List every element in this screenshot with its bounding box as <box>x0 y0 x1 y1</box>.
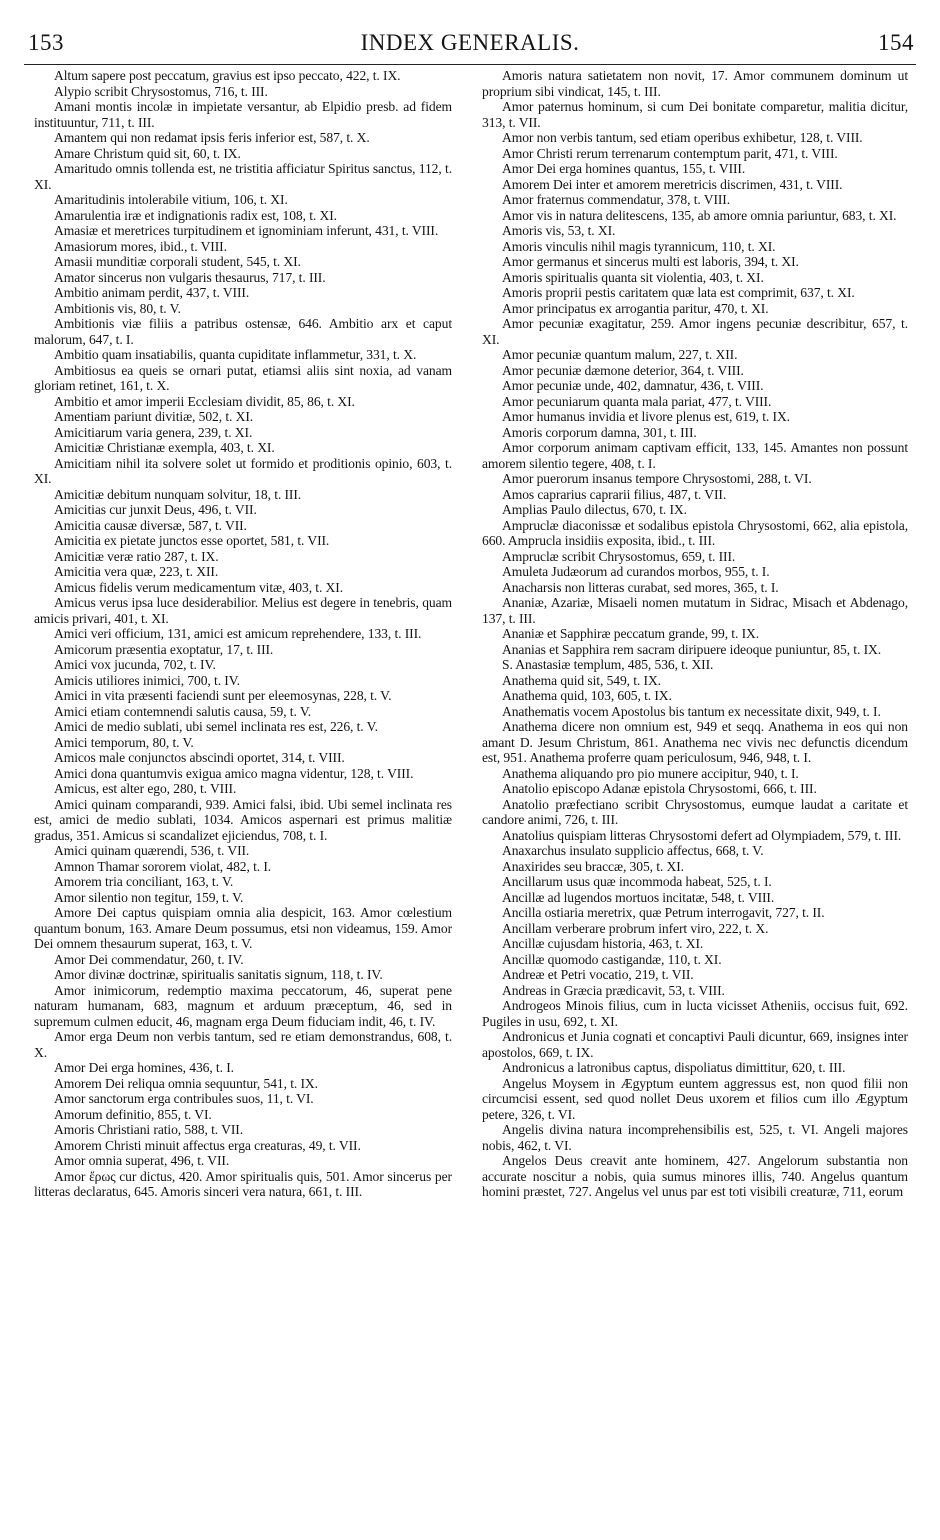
index-entry: Andreas in Græcia prædicavit, 53, t. VIII. <box>502 982 725 998</box>
index-entry: Ambitio et amor imperii Ecclesiam dividit, 85, 86, t. XI. <box>54 393 355 409</box>
index-entry: Amicitia ex pietate junctos esse oportet, 581, t. VII. <box>54 533 330 548</box>
index-entry: Ananiæ et Sapphiræ peccatum grande, 99, t. IX. <box>502 626 760 641</box>
index-entry: Anathematis vocem Apostolus bis tantum ex necessitate dixit, 949, t. I. <box>502 703 881 719</box>
index-entry: Amicitia causæ diversæ, 587, t. VII. <box>54 517 247 533</box>
index-entry: Andronicus et Junia cognati et concaptivi Pauli dicuntur, 669, insignes inter apostolos, 669, t. IX. <box>482 1029 908 1060</box>
index-entry: Amor principatus ex arrogantia paritur, 470, t. XI. <box>502 300 769 316</box>
index-entry: Ancillæ cujusdam historia, 463, t. XI. <box>502 936 704 951</box>
index-entry: Amor humanus invidia et livore plenus est, 619, t. IX. <box>502 409 790 424</box>
index-entry: Amicos male conjunctos abscindi oportet, 314, t. VIII. <box>54 750 345 765</box>
index-entry: Amicitia vera quæ, 223, t. XII. <box>54 564 219 579</box>
index-entry: Amicis utiliores inimici, 700, t. IV. <box>54 672 240 688</box>
index-entry: Ambitio quam insatiabilis, quanta cupiditate inflammetur, 331, t. X. <box>54 347 417 362</box>
index-entry: Amici veri officium, 131, amici est amicum reprehendere, 133, t. III. <box>54 626 422 641</box>
index-entry: Amicitiæ veræ ratio 287, t. IX. <box>54 548 219 564</box>
index-entry: Amor ἔρως cur dictus, 420. Amor spiritualis quis, 501. Amor sincerus per litteras declaratus, 645. Amoris sinceri vera natura, 661, t. III. <box>34 1168 452 1199</box>
index-entry: Amator sincerus non vulgaris thesaurus, 717, t. III. <box>54 269 326 285</box>
index-entry: Anatolius quispiam litteras Chrysostomi defert ad Olympiadem, 579, t. III. <box>502 827 902 843</box>
index-entry: Amare Christum quid sit, 60, t. IX. <box>54 145 241 161</box>
index-entry: Angelus Moysem in Ægyptum euntem aggressus est, non quod filii non circumcisi essent, sed quod nollet Deus uxorem et filios cum illo Ægyptum petere, 326, t. VI. <box>482 1075 908 1122</box>
index-entry: Amor pecuniæ quantum malum, 227, t. XII. <box>502 347 738 362</box>
index-entry: Ancillæ quomodo castigandæ, 110, t. XI. <box>502 951 722 967</box>
index-entry: Amani montis incolæ in impietate versantur, ab Elpidio presb. ad fidem instituuntur, 711, t. III. <box>34 99 452 130</box>
index-entry: Alypio scribit Chrysostomus, 716, t. III. <box>54 83 268 99</box>
index-entry: Amor divinæ doctrinæ, spiritualis sanitatis signum, 118, t. IV. <box>54 967 383 982</box>
index-entry: Amplias Paulo dilectus, 670, t. IX. <box>502 502 687 517</box>
page-number-left: 153 <box>28 30 64 55</box>
index-entry: Amor paternus hominum, si cum Dei bonitate comparetur, malitia dicitur, 313, t. VII. <box>482 99 908 130</box>
header-rule <box>24 64 916 65</box>
index-entry: Amor germanus et sincerus multi est laboris, 394, t. XI. <box>502 254 799 269</box>
index-entry: Amicus fidelis verum medicamentum vitæ, 403, t. XI. <box>54 579 344 595</box>
index-entry: Ancillarum usus quæ incommoda habeat, 525, t. I. <box>502 874 772 889</box>
index-entry: Amore Dei captus quispiam omnia alia despicit, 163. Amor cœlestium quantum bonum, 163. Amare Deum possumus, etsi non videamus, 159. Amor Dei omnem thesaurum superat, 163, t. V. <box>34 905 452 951</box>
index-entry: Androgeos Minois filius, cum in lucta vicisset Atheniis, occisus fuit, 692. Pugiles in usu, 692, t. XI. <box>482 998 908 1029</box>
index-entry: Anacharsis non litteras curabat, sed mores, 365, t. I. <box>502 579 779 595</box>
index-entry: Amorem tria conciliant, 163, t. V. <box>54 874 234 889</box>
index-entry: Anatolio præfectiano scribit Chrysostomus, eumque laudat a caritate et candore animi, 726, t. III. <box>482 796 908 827</box>
index-entry: Amor corporum animam captivam efficit, 133, 145. Amantes non possunt amorem silentio tegere, 408, t. I. <box>482 440 908 471</box>
index-entry: Amasiæ et meretrices turpitudinem et ignominiam inferunt, 431, t. VIII. <box>54 223 439 238</box>
index-entry: Amicitiæ debitum nunquam solvitur, 18, t. III. <box>54 486 302 502</box>
index-entry: Amici temporum, 80, t. V. <box>54 734 194 750</box>
index-entry: Amor sanctorum erga contribules suos, 11, t. VI. <box>54 1091 314 1106</box>
index-entry: Amoris vinculis nihil magis tyrannicum, 110, t. XI. <box>502 238 776 254</box>
index-entry: Amaritudinis intolerabile vitium, 106, t. XI. <box>54 192 288 207</box>
index-entry: Andreæ et Petri vocatio, 219, t. VII. <box>502 967 694 982</box>
index-entry: Amor fraternus commendatur, 378, t. VIII. <box>502 192 731 207</box>
index-entry: Amentiam pariunt divitiæ, 502, t. XI. <box>54 409 254 424</box>
running-title: INDEX GENERALIS. <box>360 30 580 55</box>
index-entry: Ampruclæ scribit Chrysostomus, 659, t. III. <box>502 548 736 564</box>
index-entry: Anaxirides seu braccæ, 305, t. XI. <box>502 858 684 874</box>
index-entry: Anathema quid sit, 549, t. IX. <box>502 672 661 688</box>
index-entry: Amaritudo omnis tollenda est, ne tristitia afficiatur Spiritus sanctus, 112, t. XI. <box>34 161 452 192</box>
index-entry: Anathema aliquando pro pio munere accipitur, 940, t. I. <box>502 765 799 781</box>
index-entry: Ambitionis viæ filiis a patribus ostensæ, 646. Ambitio arx et caput malorum, 647, t. I. <box>34 316 452 347</box>
index-column-left <box>34 68 452 1530</box>
index-entry: Amicus, est alter ego, 280, t. VIII. <box>54 781 237 796</box>
index-entry: Amor puerorum insanus tempore Chrysostomi, 288, t. VI. <box>502 471 812 486</box>
index-entry: Amor silentio non tegitur, 159, t. V. <box>54 889 244 905</box>
index-entry: Amor Dei erga homines quantus, 155, t. VIII. <box>502 161 746 176</box>
index-entry: Amoris Christiani ratio, 588, t. VII. <box>54 1122 243 1137</box>
index-entry: Amicitiarum varia genera, 239, t. XI. <box>54 424 253 440</box>
index-entry: Amicitias cur junxit Deus, 496, t. VII. <box>54 502 257 517</box>
index-entry: Altum sapere post peccatum, gravius est ipso peccato, 422, t. IX. <box>54 68 401 83</box>
index-entry: Ambitionis vis, 80, t. V. <box>54 300 181 316</box>
index-entry: Amarulentia iræ et indignationis radix est, 108, t. XI. <box>54 207 337 223</box>
index-entry: Amor erga Deum non verbis tantum, sed re etiam demonstrandus, 608, t. X. <box>34 1029 452 1060</box>
index-entry: Ambitiosus ea queis se ornari putat, etiamsi aliis sint noxia, ad vanam gloriam retinet, 161, t. X. <box>34 362 452 393</box>
index-entry: Amor non verbis tantum, sed etiam operibus exhibetur, 128, t. VIII. <box>502 130 863 145</box>
index-entry: Amor pecuniarum quanta mala pariat, 477, t. VIII. <box>502 393 772 409</box>
index-entry: Amantem qui non redamat ipsis feris inferior est, 587, t. X. <box>54 130 370 145</box>
index-entry: Ancillæ ad lugendos mortuos incitatæ, 548, t. VIII. <box>502 889 775 905</box>
index-entry: Amici vox jucunda, 702, t. IV. <box>54 657 216 672</box>
index-entry: Amici etiam contemnendi salutis causa, 59, t. V. <box>54 703 312 719</box>
index-entry: Anatolio episcopo Adanæ epistola Chrysostomi, 666, t. III. <box>502 781 817 796</box>
index-entry: Anaxarchus insulato supplicio affectus, 668, t. V. <box>502 843 764 858</box>
index-entry: Andronicus a latronibus captus, dispoliatus dimittitur, 620, t. III. <box>502 1060 846 1075</box>
page-header <box>26 30 914 64</box>
index-entry: Amasiorum mores, ibid., t. VIII. <box>54 238 227 254</box>
index-entry: Amicitiam nihil ita solvere solet ut formido et proditionis opinio, 603, t. XI. <box>34 455 452 486</box>
index-entry: Amici de medio sublati, ubi semel inclinata res est, 226, t. V. <box>54 719 378 734</box>
index-entry: Amoris proprii pestis caritatem quæ lata est comprimit, 637, t. XI. <box>502 285 855 300</box>
index-entry: Amoris natura satietatem non novit, 17. Amor communem dominum ut proprium sibi vindicat, 145, t. III. <box>482 68 908 99</box>
index-entry: Amor Dei commendatur, 260, t. IV. <box>54 951 244 967</box>
index-entry: Amor Christi rerum terrenarum contemptum parit, 471, t. VIII. <box>502 145 838 161</box>
index-entry: Anathema quid, 103, 605, t. IX. <box>502 688 672 703</box>
index-entry: Ambitio animam perdit, 437, t. VIII. <box>54 285 250 300</box>
index-entry: Amorum definitio, 855, t. VI. <box>54 1106 212 1122</box>
index-entry: Ananiæ, Azariæ, Misaeli nomen mutatum in Sidrac, Misach et Abdenago, 137, t. III. <box>482 595 908 626</box>
index-entry: Amicitiæ Christianæ exempla, 403, t. XI. <box>54 440 275 455</box>
index-entry: Ananias et Sapphira rem sacram diripuere ideoque puniuntur, 85, t. IX. <box>502 641 882 657</box>
index-entry: Amicus verus ipsa luce desiderabilior. Melius est degere in tenebris, quam amicis privari, 401, t. XI. <box>34 595 452 626</box>
index-entry: Amasii munditiæ corporali student, 545, t. XI. <box>54 254 301 269</box>
index-entry: Amoris spiritualis quanta sit violentia, 403, t. XI. <box>502 269 764 285</box>
index-entry: Angelis divina natura incomprehensibilis est, 525, t. VI. Angeli majores nobis, 462, t. VI. <box>482 1122 908 1153</box>
index-entry: Amor pecuniæ unde, 402, damnatur, 436, t. VIII. <box>502 378 764 393</box>
index-entry: Amici quinam comparandi, 939. Amici falsi, ibid. Ubi semel inclinata res est, amici de medio sublati, 1034. Amicos aspernari est primus malitiæ gradus, 351. Amicus si scandalizet ejiciendus, 708, t. I. <box>34 796 452 843</box>
index-entry: Amor vis in natura delitescens, 135, ab amore omnia pariuntur, 683, t. XI. <box>502 207 897 223</box>
index-entry: Amici in vita præsenti faciendi sunt per eleemosynas, 228, t. V. <box>54 688 392 703</box>
index-column-right <box>482 68 908 1530</box>
index-entry: Amoris vis, 53, t. XI. <box>502 223 616 238</box>
index-entry: Amici dona quantumvis exigua amico magna videntur, 128, t. VIII. <box>54 765 414 781</box>
index-entry: Amor pecuniæ dæmone deterior, 364, t. VIII. <box>502 362 744 378</box>
index-entry: Amos caprarius caprarii filius, 487, t. VII. <box>502 486 727 502</box>
page-number-right: 154 <box>878 30 914 55</box>
index-entry: Amicorum præsentia exoptatur, 17, t. III. <box>54 641 274 657</box>
index-entry: Amorem Christi minuit affectus erga creaturas, 49, t. VII. <box>54 1137 361 1153</box>
index-entry: Ancillam verberare probrum infert viro, 222, t. X. <box>502 920 769 936</box>
index-entry: Amor inimicorum, redemptio maxima peccatorum, 46, superat pene naturam humanam, 683, magnum et arduum præceptum, 46, sed in supremum culmen educit, 46, magnam erga Deum fiduciam indit, 46, t. IV. <box>34 982 452 1029</box>
index-entry: Angelos Deus creavit ante hominem, 427. Angelorum substantia non accurate noscitur a nobis, quia sumus minores illis, 740. Angelus quantum homini præstet, 727. Angelus vel unus par est toti visibili creaturæ, 711, eorum <box>482 1153 908 1199</box>
index-entry: Amici quinam quærendi, 536, t. VII. <box>54 843 250 858</box>
index-entry: Amoris corporum damna, 301, t. III. <box>502 424 697 440</box>
index-entry: Amnon Thamar sororem violat, 482, t. I. <box>54 858 272 874</box>
index-entry: Amor omnia superat, 496, t. VII. <box>54 1153 230 1168</box>
index-entry: Ampruclæ diaconissæ et sodalibus epistola Chrysostomi, 662, alia epistola, 660. Amprucla insidiis exposita, ibid., t. III. <box>482 517 908 548</box>
index-entry: Amor Dei erga homines, 436, t. I. <box>54 1060 234 1075</box>
index-entry: Amuleta Judæorum ad curandos morbos, 955, t. I. <box>502 564 770 579</box>
index-entry: Amorem Dei inter et amorem meretricis discrimen, 431, t. VIII. <box>502 176 843 192</box>
index-entry: Amor pecuniæ exagitatur, 259. Amor ingens pecuniæ describitur, 657, t. XI. <box>482 316 908 347</box>
index-entry: Anathema dicere non omnium est, 949 et seqq. Anathema in eos qui non amant D. Jesum Christum, 861. Anathema nec vivis nec defunctis dicendum est, 951. Anathema proferre quam periculosum, 946, 948, t. I. <box>482 719 908 765</box>
index-entry: Amorem Dei reliqua omnia sequuntur, 541, t. IX. <box>54 1075 318 1091</box>
index-entry: Ancilla ostiaria meretrix, quæ Petrum interrogavit, 727, t. II. <box>502 905 825 920</box>
index-entry: S. Anastasiæ templum, 485, 536, t. XII. <box>502 657 714 672</box>
